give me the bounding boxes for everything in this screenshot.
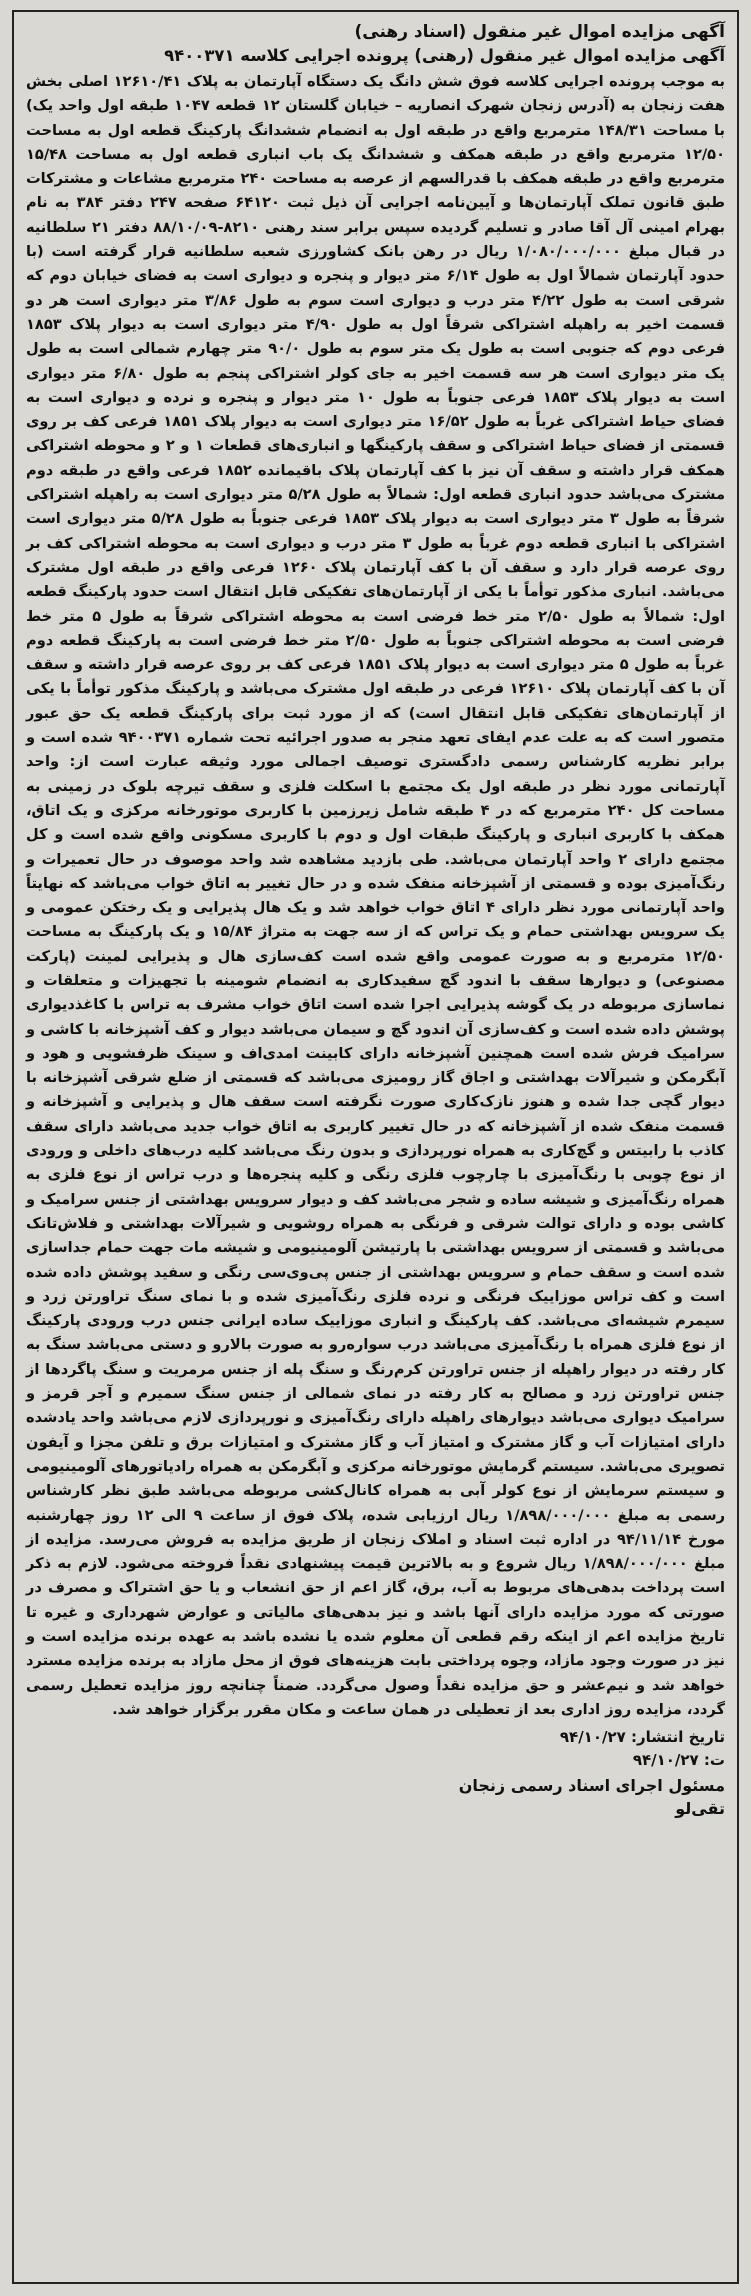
signature-title: مسئول اجرای اسناد رسمی زنجان	[458, 1776, 725, 1796]
notice-subtitle: آگهی مزایده اموال غیر منقول (رهنی) پرونده اجرایی کلاسه ۹۴۰۰۳۷۱	[164, 46, 725, 65]
second-date: ت: ۹۴/۱۰/۲۷	[632, 1751, 725, 1770]
notice-title: آگهی مزایده اموال غیر منقول (اسناد رهنی)	[354, 22, 725, 42]
signature-block	[26, 1774, 725, 1820]
publish-date: تاریخ انتشار: ۹۴/۱۰/۲۷	[559, 1728, 725, 1747]
notice-body: به موجب پرونده اجرایی کلاسه فوق شش دانگ یک دستگاه آپارتمان به پلاک ۱۲۶۱۰/۴۱ اصلی بخش هفت زنجان به (آدرس زنجان شهرک انصاریه – خیابان گلستان ۱۲ قطعه ۱۰۴۷ طبقه اول واحد یک) با مساحت ۱۴۸/۳۱ مترمربع واقع در طبقه اول به انضمام ششدانگ پارکینگ قطعه اول به مساحت ۱۲/۵۰ مترمربع واقع در طبقه همکف و ششدانگ یک باب انباری قطعه اول به مساحت ۱۵/۴۸ مترمربع واقع در طبقه همکف با قدرالسهم از عرصه به مساحت ۲۴۰ مترمربع مشاعات و مشترکات طبق قانون تملک آپارتمان‌ها و آیین‌نامه اجرایی آن ذیل ثبت ۶۴۱۲۰ صفحه ۲۴۷ دفتر ۳۸۴ به نام بهرام امینی آل آقا صادر و تسلیم گردیده سپس برابر سند رهنی ۸۲۱۰-۸۸/۱۰/۰۹ دفتر ۲۱ سلطانیه در قبال مبلغ ۱/۰۸۰/۰۰۰/۰۰۰ ریال در رهن بانک کشاورزی شعبه سلطانیه قرار گرفته است (با حدود آپارتمان شمالاً اول به طول ۶/۱۴ متر دیوار و پنجره و دیواری است به فضای خیابان دوم که شرقی است به طول ۴/۲۲ متر درب و دیواری است سوم به طول ۳/۸۶ متر دیواری است هر دو قسمت اخیر به راهپله اشتراکی شرقاً اول به طول ۴/۹۰ متر دیواری است به دیوار پلاک ۱۸۵۳ فرعی دوم که جنوبی است به طول یک متر سوم به طول ۹۰/۰ متر چهارم شمالی است به طول یک متر دیواری است هر سه قسمت اخیر به جای کولر اشتراکی پنجم به طول ۶/۸۰ متر دیواری است به دیوار پلاک ۱۸۵۳ فرعی جنوباً به طول ۱۰ متر دیوار و پنجره و نرده و دیواری است به فضای حیاط اشتراکی غرباً به طول ۱۶/۵۲ متر دیواری است به دیوار پلاک ۱۸۵۱ فرعی کف بر روی قسمتی از فضای حیاط اشتراکی و سقف پارکینگها و انباری‌های قطعات ۱ و ۲ و محوطه اشتراکی همکف قرار داشته و سقف آن نیز با کف آپارتمان پلاک باقیمانده ۱۸۵۲ فرعی واقع در طبقه دوم مشترک می‌باشد حدود انباری قطعه اول: شمالاً به طول ۵/۲۸ متر دیواری است به راهپله اشتراکی شرقاً به طول ۳ متر دیواری است به دیوار پلاک ۱۸۵۳ فرعی جنوباً به طول ۵/۲۸ متر دیواری است اشتراکی با انباری قطعه دوم غرباً به طول ۳ متر درب و دیواری است به محوطه اشتراکی کف بر روی عرصه قرار دارد و سقف آن با کف آپارتمان پلاک ۱۲۶۰ فرعی واقع در طبقه اول مشترک می‌باشد. انباری مذکور توأماً با یکی از آپارتمان‌های تفکیکی قابل انتقال است حدود پارکینگ قطعه اول: شمالاً به طول ۲/۵۰ متر خط فرضی است به محوطه اشتراکی شرقاً به طول ۵ متر خط فرضی است به محوطه اشتراکی جنوباً به طول ۲/۵۰ متر خط فرضی است به پارکینگ قطعه دوم غرباً به طول ۵ متر دیواری است به دیوار پلاک ۱۸۵۱ فرعی کف بر روی عرصه قرار داشته و سقف آن با کف آپارتمان پلاک ۱۲۶۱۰ فرعی در طبقه اول مشترک می‌باشد و پارکینگ مذکور توأماً با یکی از آپارتمان‌های تفکیکی قابل انتقال است) که از مورد ثبت برای پارکینگ قطعه یک حق عبور متصور است که به علت عدم ایفای تعهد منجر به صدور اجرائیه تحت شماره ۹۴۰۰۳۷۱ شده است و برابر نظریه کارشناس رسمی دادگستری توصیف اجمالی مورد وثیقه عبارت است از: واحد آپارتمانی مورد نظر در طبقه اول یک مجتمع با اسکلت فلزی و سقف تیرچه بلوک در زمینی به مساحت کل ۲۴۰ مترمربع که در ۴ طبقه شامل زیرزمین با کاربری موتورخانه مرکزی و یک اتاق، همکف با کاربری انباری و پارکینگ طبقات اول و دوم با کاربری مسکونی واقع شده است و کل مجتمع دارای ۲ واحد آپارتمان می‌باشد. طی بازدید مشاهده شد واحد موصوف در حال تعمیرات و رنگ‌آمیزی بوده و قسمتی از آشپزخانه منفک شده و در حال تغییر به اتاق خواب می‌باشد که نهایتاً واحد آپارتمانی مورد نظر دارای ۴ اتاق خواب خواهد شد و یک هال پذیرایی و یک رختکن عمومی و یک سرویس بهداشتی حمام و یک تراس که از سه جهت به متراژ ۱۵/۸۴ و یک پارکینگ به مساحت ۱۲/۵۰ مترمربع و به صورت عمومی واقع شده است کف‌سازی هال و پذیرایی لمینت (پارکت مصنوعی) و دیوارها سقف با اندود گچ سفیدکاری به انضمام شومینه با تجهیزات و متعلقات و نماسازی مربوطه در یک گوشه پذیرایی اجرا شده است اتاق خواب مشرف به تراس با کاغذدیواری پوشش داده شده است و کف‌سازی آن اندود گچ و سیمان می‌باشد دیوار و کف آشپزخانه با کاشی و سرامیک فرش شده است همچنین آشپزخانه دارای کابینت امدی‌اف و سینک ظرفشویی و هود و آبگرمکن و شیرآلات بهداشتی و اجاق گاز رومیزی می‌باشد که قسمتی از ضلع شرقی آشپزخانه با دیوار گچی جدا شده و هنوز نازک‌کاری صورت نگرفته است سقف هال و پذیرایی و آشپزخانه و قسمت منفک شده از آشپزخانه که در حال تغییر کاربری به اتاق خواب جدید می‌باشد دارای سقف کاذب با رابیتس و گچ‌کاری به همراه نورپردازی و بدون رنگ می‌باشد کلیه درب‌های داخلی و ورودی از نوع چوبی با رنگ‌آمیزی با چارچوب فلزی رنگی و کلیه پنجره‌ها و درب تراس از نوع فلزی به همراه رنگ‌آمیزی و شیشه ساده و شجر می‌باشد کف و دیوار سرویس بهداشتی از جنس سرامیک و کاشی بوده و دارای توالت شرقی و فرنگی به همراه روشویی و شیرآلات بهداشتی و فلاش‌تانک می‌باشد و قسمتی از سرویس بهداشتی با پارتیشن آلومینیومی و شیشه مات جهت حمام جداسازی شده است و سقف حمام و سرویس بهداشتی از جنس پی‌وی‌سی رنگی و سفید پوشش داده شده است و کف تراس موزاییک فرنگی و نرده فلزی رنگ‌آمیزی شده و با نمای سنگ تراورتن زرد و سیمرم شیشه‌ای می‌باشد. کف پارکینگ و انباری موزاییک ساده ایرانی جنس درب ورودی پارکینگ از نوع فلزی همراه با رنگ‌آمیزی می‌باشد درب سواره‌رو به صورت بالارو و دستی می‌باشد سنگ به کار رفته در دیوار راهپله از جنس تراورتن کرم‌رنگ و سنگ پله از جنس مرمریت و سنگ پاگردها از جنس تراورتن زرد و مصالح به کار رفته در نمای شمالی از جنس سنگ سمیرم و آجر قرمز و سرامیک دیواری می‌باشد دیوارهای راهپله دارای رنگ‌آمیزی و نورپردازی لازم می‌باشد واحد یادشده دارای امتیازات آب و گاز مشترک و امتیاز آب و گاز مشترک و امتیازات برق و تلفن مجزا و آیفون تصویری می‌باشد. سیستم گرمایش موتورخانه مرکزی و آبگرمکن به همراه رادیاتورهای آلومینیومی و سیستم سرمایش از نوع کولر آبی به همراه کانال‌کشی مربوطه می‌باشد طبق نظر کارشناس رسمی به مبلغ ۱/۸۹۸/۰۰۰/۰۰۰ ریال ارزیابی شده، پلاک فوق از ساعت ۹ الی ۱۲ روز چهارشنبه مورخ ۹۴/۱۱/۱۴ در اداره ثبت اسناد و املاک زنجان از طریق مزایده به فروش می‌رسد. مزایده از مبلغ ۱/۸۹۸/۰۰۰/۰۰۰ ریال شروع و به بالاترین قیمت پیشنهادی نقداً فروخته می‌شود. لازم به ذکر است پرداخت بدهی‌های مربوط به آب، برق، گاز اعم از حق انشعاب و یا حق اشتراک و مصرف در صورتی که مورد مزایده دارای آنها باشد و نیز بدهی‌های مالیاتی و عوارض شهرداری و غیره تا تاریخ مزایده اعم از اینکه رقم قطعی آن معلوم شده یا نشده باشد به عهده برنده مزایده است و نیز در صورت وجود مازاد، وجوه پرداختی بابت هزینه‌های فوق از محل مازاد به برنده مزایده مسترد خواهد شد و نیم‌عشر و حق مزایده نقداً وصول می‌گردد. ضمناً چنانچه روز مزایده تعطیل رسمی گردد، مزایده روز اداری بعد از تعطیلی در همان ساعت و مکان مقرر برگزار خواهد شد.	[26, 73, 726, 1718]
dates-block	[26, 1726, 725, 1772]
notice-frame	[12, 10, 739, 2284]
signature-name: تقی‌لو	[675, 1799, 725, 1819]
